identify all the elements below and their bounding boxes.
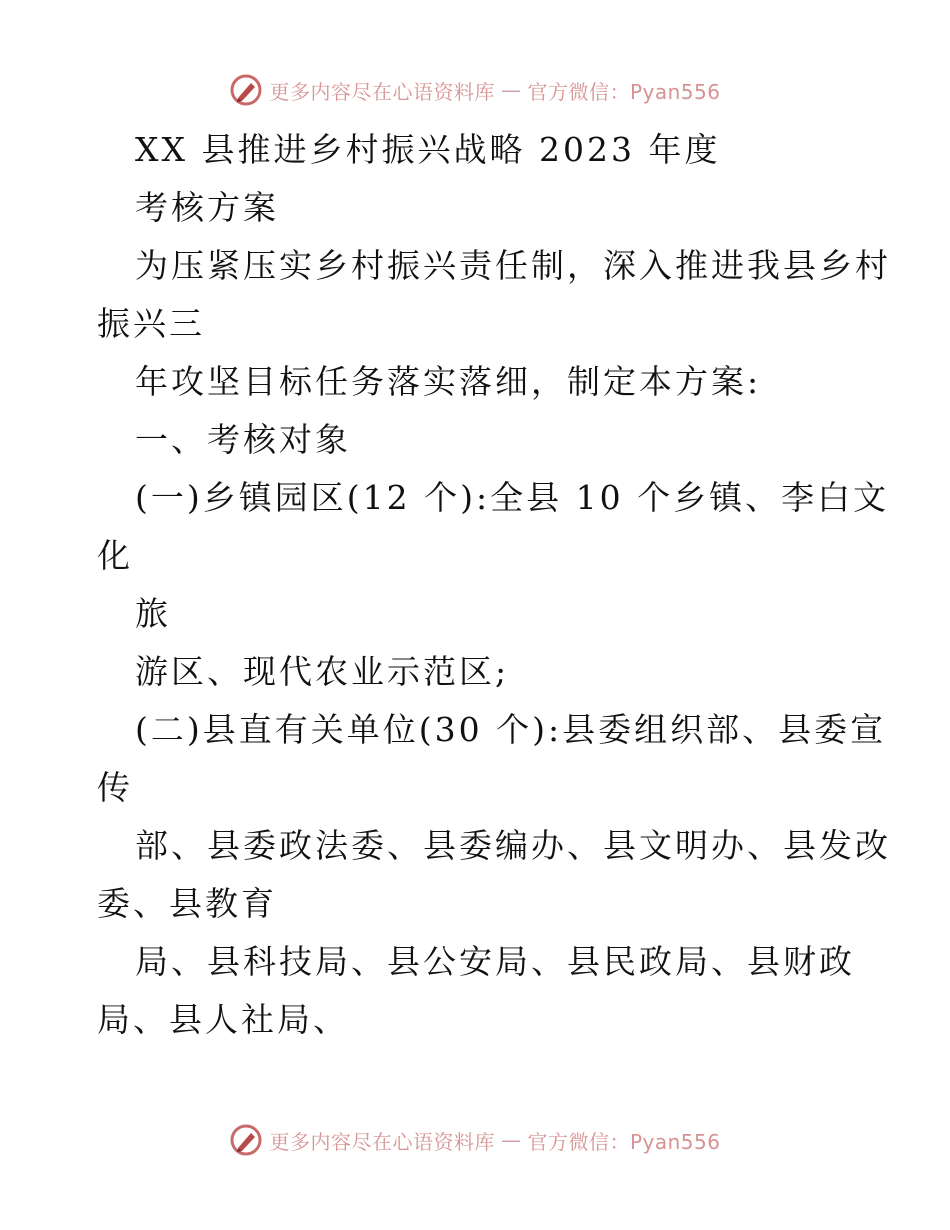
paragraph-line: 为压紧压实乡村振兴责任制，深入推进我县乡村 xyxy=(135,246,891,285)
paragraph-line: (一)乡镇园区(12 个):全县 10 个乡镇、李白文 xyxy=(135,478,890,517)
document-title: XX 县推进乡村振兴战略 2023 年度 xyxy=(135,130,721,169)
paragraph-line: 局、县科技局、县公安局、县民政局、县财政 xyxy=(135,942,855,981)
footer-watermark xyxy=(0,1120,950,1160)
paragraph-line: 局、县人社局、 xyxy=(97,1000,349,1039)
section-heading: 一、考核对象 xyxy=(135,420,351,459)
paragraph-line: 委、县教育 xyxy=(97,884,277,923)
pen-logo-icon xyxy=(229,73,263,107)
watermark-text: 更多内容尽在心语资料库 xyxy=(269,79,495,104)
paragraph-line: 旅 xyxy=(135,594,171,633)
paragraph-line: (二)县直有关单位(30 个):县委组织部、县委宣 xyxy=(135,710,887,749)
paragraph-line: 部、县委政法委、县委编办、县文明办、县发改 xyxy=(135,826,891,865)
paragraph-line: 传 xyxy=(97,768,133,807)
paragraph-line: 年攻坚目标任务落实落细，制定本方案: xyxy=(135,362,762,401)
watermark-separator: — xyxy=(500,78,522,102)
watermark-text: 更多内容尽在心语资料库 xyxy=(269,1129,495,1154)
paragraph-line: 振兴三 xyxy=(97,304,205,343)
pen-logo-icon xyxy=(229,1123,263,1157)
document-subtitle: 考核方案 xyxy=(135,188,279,227)
header-watermark xyxy=(0,70,950,110)
watermark-separator: — xyxy=(500,1128,522,1152)
watermark-contact: 官方微信：Pyan556 xyxy=(527,1129,721,1154)
paragraph-line: 游区、现代农业示范区; xyxy=(135,652,510,691)
watermark-contact: 官方微信：Pyan556 xyxy=(527,79,721,104)
paragraph-line: 化 xyxy=(97,536,133,575)
